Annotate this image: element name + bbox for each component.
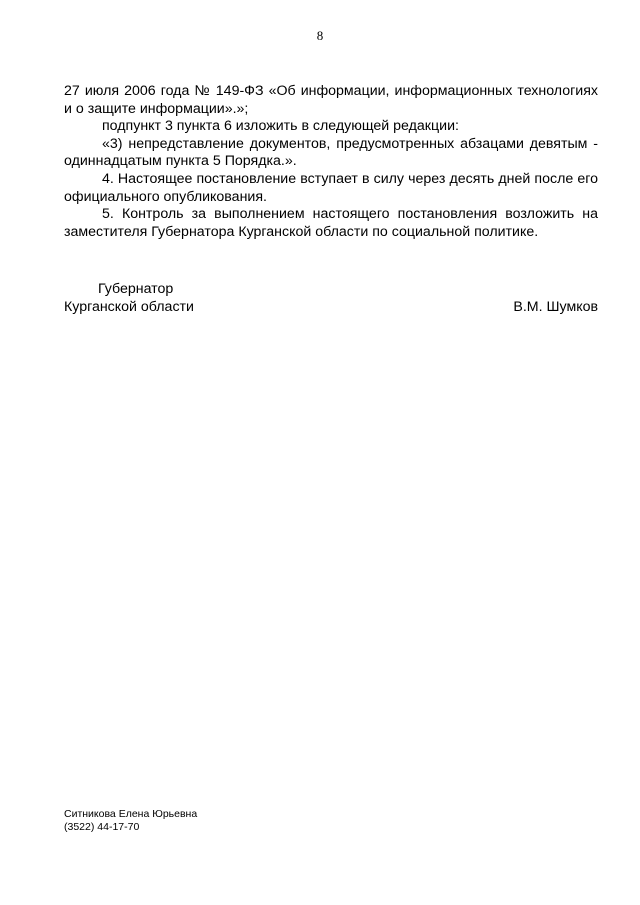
- executor-name: Ситникова Елена Юрьевна: [64, 808, 198, 820]
- paragraph-item-5: 5. Контроль за выполнением настоящего постановления возложить на заместителя Губернатора Курганской области по социальной политике.: [64, 206, 598, 240]
- executor-footer: [64, 808, 197, 834]
- paragraph-continuation: 27 июля 2006 года № 149-ФЗ «Об информации, информационных технологиях и о защите информации».»;: [64, 83, 598, 117]
- signatory-name: В.М. Шумков: [513, 299, 598, 315]
- signatory-title-line1: Губернатор: [98, 281, 174, 297]
- paragraph-item-4: 4. Настоящее постановление вступает в силу через десять дней после его официального опубликования.: [64, 170, 598, 205]
- page-number: 8: [316, 28, 324, 43]
- executor-phone: (3522) 44-17-70: [64, 821, 140, 833]
- signatory-title-line2: Курганской области: [64, 299, 194, 315]
- document-body: [64, 83, 598, 241]
- signature-block: [64, 280, 598, 316]
- paragraph-subclause-intro: подпункт 3 пункта 6 изложить в следующей редакции:: [102, 118, 459, 135]
- paragraph-subclause-text: «3) непредставление документов, предусмотренных абзацами девятым - одиннадцатым пункта 5 Порядка.».: [64, 135, 598, 170]
